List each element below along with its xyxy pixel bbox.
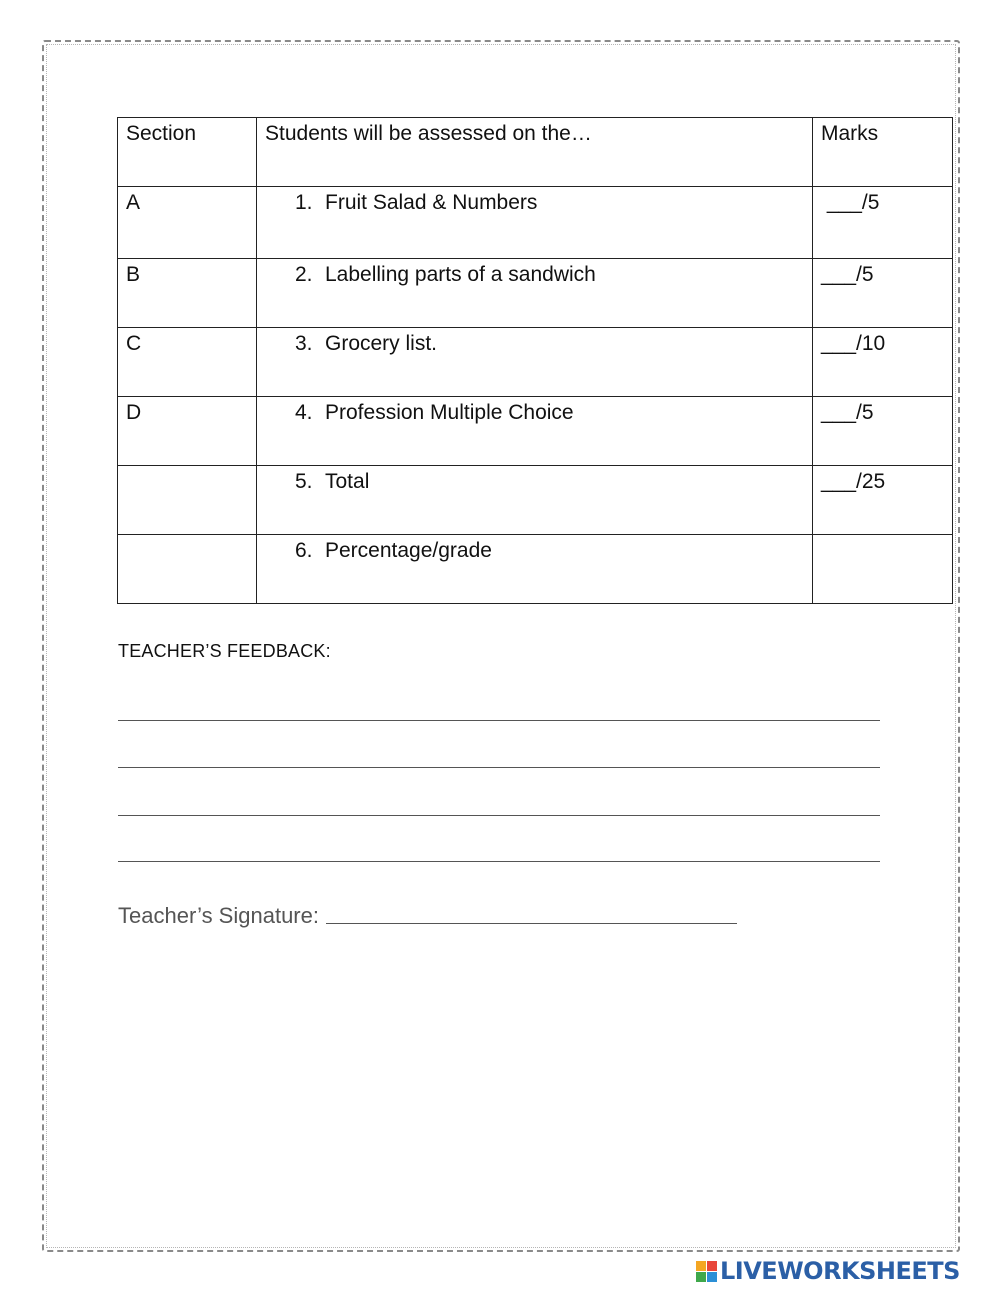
row-marks: ___/5 — [813, 259, 953, 328]
feedback-line[interactable] — [118, 720, 880, 721]
feedback-line[interactable] — [118, 815, 880, 816]
row-section — [118, 466, 257, 535]
row-section: A — [118, 187, 257, 259]
signature-line[interactable] — [326, 923, 737, 924]
assessment-table — [117, 117, 953, 604]
row-marks — [813, 535, 953, 604]
liveworksheets-logo-icon — [696, 1261, 717, 1282]
item-number: 2. — [295, 263, 313, 286]
item-text: Grocery list. — [325, 332, 438, 355]
feedback-line[interactable] — [118, 861, 880, 862]
table-row — [118, 535, 953, 604]
table-row — [118, 466, 953, 535]
table-row — [118, 187, 953, 259]
table-header-row — [118, 118, 953, 187]
table-row — [118, 328, 953, 397]
signature-label: Teacher’s Signature: — [118, 903, 319, 928]
row-marks: ___/10 — [813, 328, 953, 397]
item-number: 1. — [295, 191, 313, 214]
row-marks: ___/5 — [813, 397, 953, 466]
header-section: Section — [118, 118, 257, 187]
table-row — [118, 259, 953, 328]
item-text: Percentage/grade — [325, 539, 492, 562]
row-description — [257, 535, 813, 604]
row-section: C — [118, 328, 257, 397]
row-section — [118, 535, 257, 604]
item-number: 5. — [295, 470, 313, 493]
item-text: Fruit Salad & Numbers — [325, 191, 538, 214]
row-section: B — [118, 259, 257, 328]
item-number: 4. — [295, 401, 313, 424]
feedback-title: TEACHER’S FEEDBACK: — [118, 641, 331, 661]
feedback-line[interactable] — [118, 767, 880, 768]
row-description — [257, 397, 813, 466]
row-description — [257, 328, 813, 397]
item-number: 3. — [295, 332, 313, 355]
table-row — [118, 397, 953, 466]
row-description — [257, 259, 813, 328]
item-text: Labelling parts of a sandwich — [325, 263, 596, 286]
row-marks: ___/5 — [813, 187, 953, 259]
row-description — [257, 466, 813, 535]
item-text: Profession Multiple Choice — [325, 401, 574, 424]
row-description — [257, 187, 813, 259]
header-marks: Marks — [813, 118, 953, 187]
header-description: Students will be assessed on the… — [257, 118, 813, 187]
row-section: D — [118, 397, 257, 466]
row-marks: ___/25 — [813, 466, 953, 535]
item-text: Total — [325, 470, 370, 493]
signature-row — [118, 903, 737, 929]
brand-name: LIVEWORKSHEETS — [720, 1257, 960, 1285]
item-number: 6. — [295, 539, 313, 562]
brand-watermark — [696, 1257, 960, 1285]
